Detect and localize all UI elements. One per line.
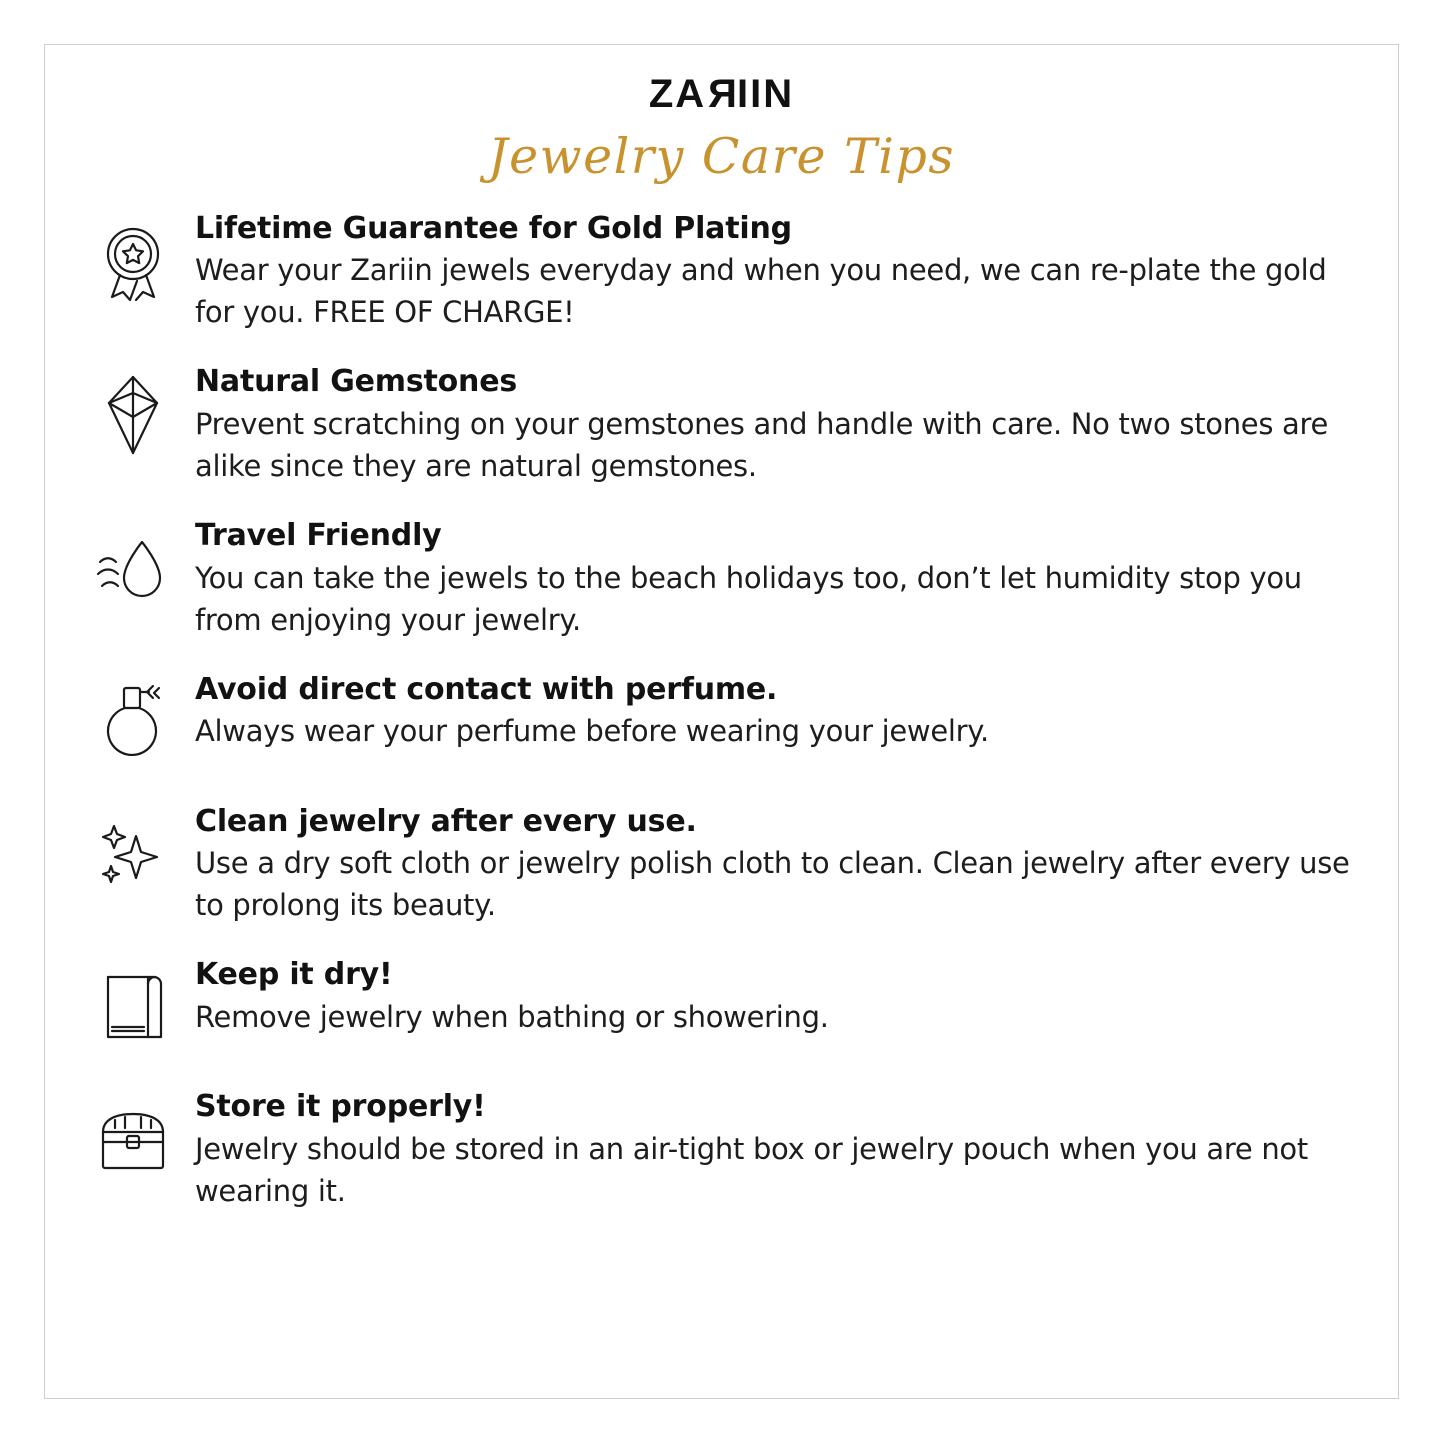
list-item-body: You can take the jewels to the beach holidays too, don’t let humidity stop you from enjoying your jewelry. [195,560,1302,637]
towel-icon [81,956,185,1050]
water-drop-waves-icon [81,517,185,611]
list-item [81,210,1374,334]
jewelry-box-icon [81,1088,185,1182]
brand-logo-part-2: R [706,72,738,116]
list-item-body: Jewelry should be stored in an air-tight box or jewelry pouch when you are not wearing it. [195,1131,1308,1208]
brand-logo-part-1: ZA [648,72,707,116]
list-item-body: Prevent scratching on your gemstones and handle with care. No two stones are alike since they are natural gemstones. [195,406,1329,484]
list-item-title: Avoid direct contact with perfume. [195,671,778,707]
list-item-body: Remove jewelry when bathing or showering. [195,999,829,1034]
list-item-text [185,363,1374,487]
list-item [81,803,1374,927]
list-item [81,363,1374,487]
brand-logo [45,74,1398,114]
list-item-text [185,517,1374,641]
gemstone-icon [81,363,185,457]
list-item-text [185,210,1374,334]
list-item-text [185,803,1374,927]
list-item-title: Travel Friendly [195,518,442,554]
care-tips-card [44,44,1399,1399]
brand-logo-part-3: IIN [737,72,795,116]
list-item-body: Use a dry soft cloth or jewelry polish cloth to clean. Clean jewelry after every use to prolong its beauty. [195,846,1350,923]
list-item-text [185,671,1374,753]
list-item-title: Keep it dry! [195,957,393,993]
list-item-body: Always wear your perfume before wearing your jewelry. [195,714,989,749]
list-item [81,671,1374,765]
tips-list [45,210,1398,1212]
sparkle-icon [81,803,185,897]
list-item-title: Store it properly! [195,1089,486,1125]
award-rosette-icon [81,210,185,304]
list-item-text [185,956,1374,1038]
perfume-bottle-icon [81,671,185,765]
list-item [81,517,1374,641]
list-item-title: Clean jewelry after every use. [195,803,697,839]
list-item-title: Natural Gemstones [195,364,518,400]
list-item-body: Wear your Zariin jewels everyday and when you need, we can re-plate the gold for you. FREE OF CHARGE! [195,253,1327,330]
list-item-title: Lifetime Guarantee for Gold Plating [195,210,792,246]
list-item [81,1088,1374,1212]
page-title: Jewelry Care Tips [487,128,955,185]
list-item [81,956,1374,1050]
list-item-text [185,1088,1374,1212]
